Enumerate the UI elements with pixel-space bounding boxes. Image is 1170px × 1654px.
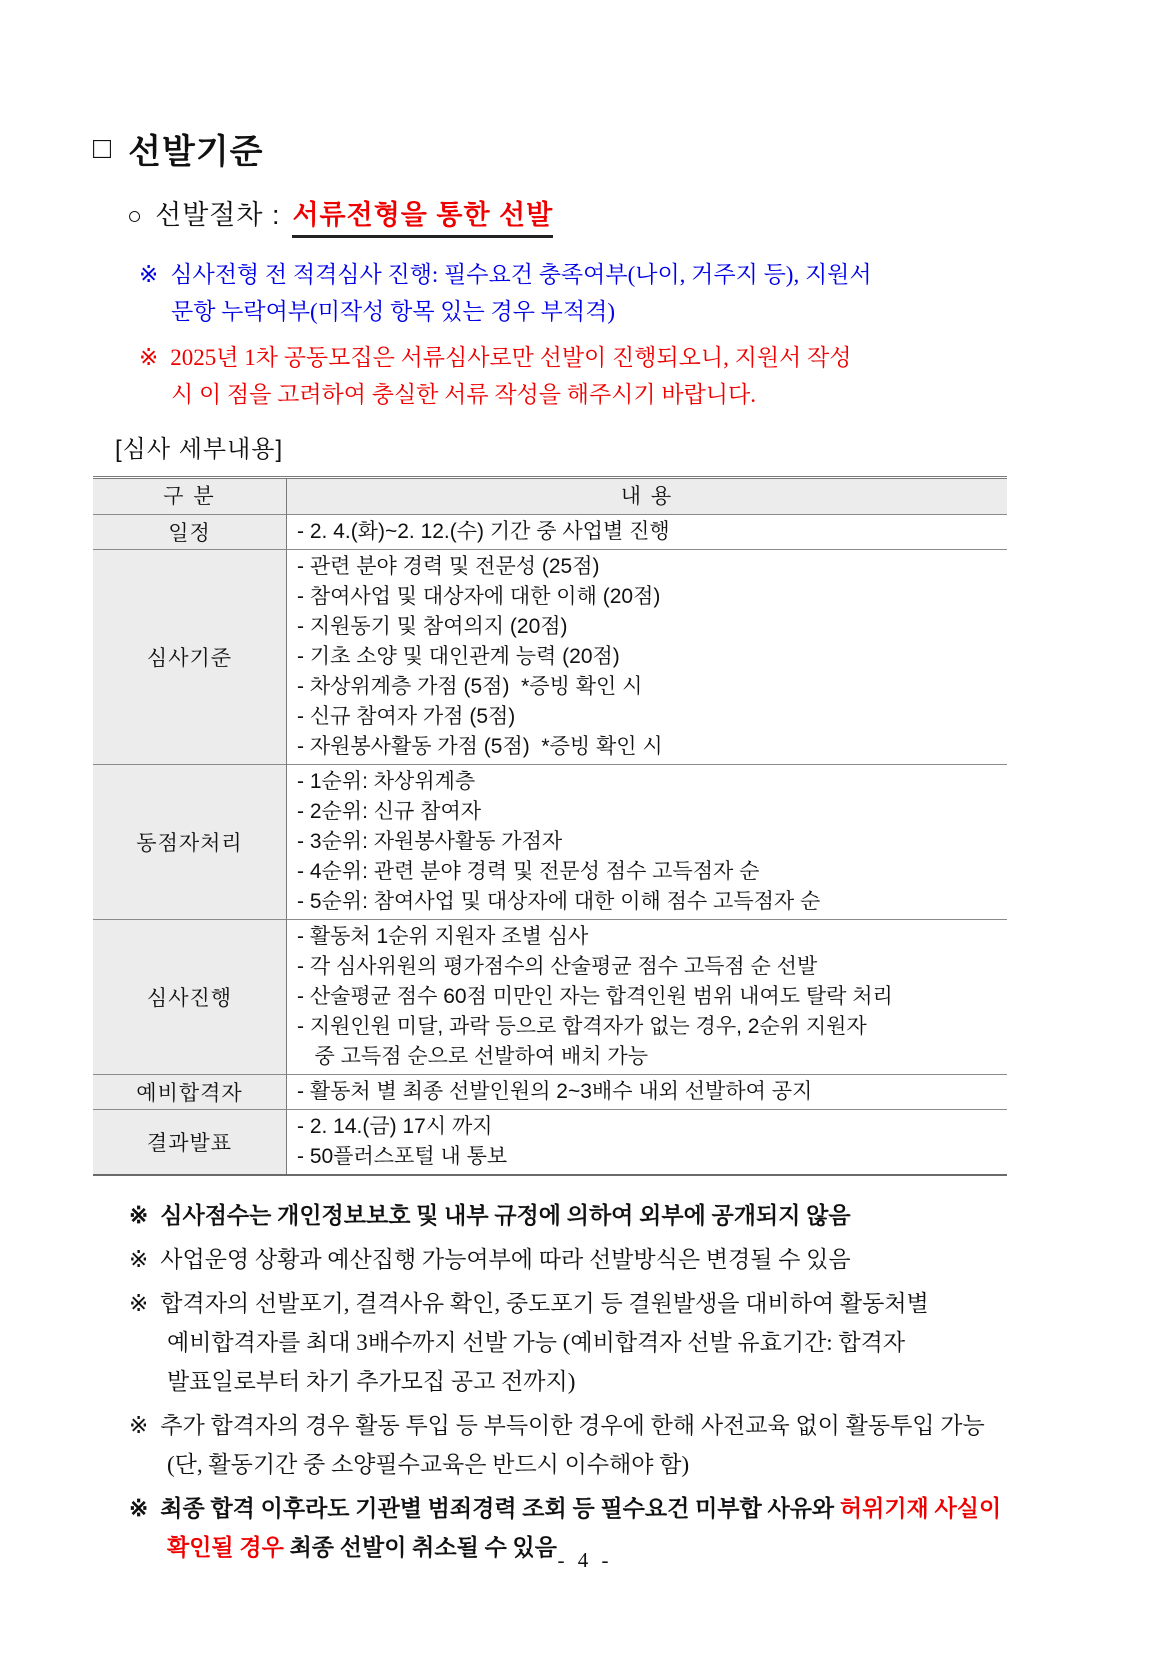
note-line <box>129 1323 1083 1362</box>
note-line <box>129 1284 1083 1323</box>
note-text: 예비합격자를 최대 3배수까지 선발 가능 (예비합격자 선발 유효기간: 합격자 <box>167 1330 906 1355</box>
square-bullet-icon: □ <box>93 131 113 165</box>
page-number: - 4 - <box>557 1548 613 1572</box>
note-line: ※ 심사전형 전 적격심사 진행: 필수요건 충족여부(나이, 거주지 등), 지원서 <box>139 262 872 287</box>
cell-line: - 50플러스포털 내 통보 <box>297 1145 508 1168</box>
cell-line: - 활동처 별 최종 선발인원의 2~3배수 내외 선발하여 공지 <box>297 1080 813 1103</box>
cell-line: - 5순위: 참여사업 및 대상자에 대한 이해 점수 고득점자 순 <box>297 890 821 913</box>
note-line <box>129 1489 1083 1528</box>
reference-mark-icon: ※ <box>129 1247 149 1272</box>
table-caption: [심사 세부내용] <box>115 436 284 463</box>
bottom-notes <box>129 1196 1083 1567</box>
reference-mark-icon: ※ <box>129 1291 149 1316</box>
cell-line: - 2. 4.(화)~2. 12.(수) 기간 중 사업별 진행 <box>297 520 670 543</box>
table-row <box>93 1075 1007 1110</box>
table-header-row <box>93 478 1007 515</box>
bottom-note <box>129 1406 1083 1484</box>
procedure-line <box>127 193 1083 238</box>
note-text: 확인될 경우 <box>167 1535 290 1560</box>
table-row <box>93 515 1007 550</box>
note-text: 합격자의 선발포기, 결격사유 확인, 중도포기 등 결원발생을 대비하여 활동처별 <box>160 1291 929 1316</box>
cell-line: - 활동처 1순위 지원자 조별 심사 <box>297 925 589 948</box>
cell-line: - 2순위: 신규 참여자 <box>297 800 482 823</box>
note-line <box>129 1445 1083 1484</box>
reference-mark-icon: ※ <box>129 1203 149 1228</box>
top-notes <box>139 256 1083 413</box>
top-note <box>139 256 1083 330</box>
bottom-note <box>129 1196 1083 1235</box>
document-page <box>93 124 1083 1567</box>
row-label: 결과발표 <box>93 1110 287 1176</box>
cell-line: - 신규 참여자 가점 (5점) <box>297 705 516 728</box>
note-line: 시 이 점을 고려하여 충실한 서류 작성을 해주시기 바랍니다. <box>171 382 756 407</box>
reference-mark-icon: ※ <box>139 262 159 287</box>
cell-line: - 차상위계층 가점 (5점) *증빙 확인 시 <box>297 675 643 698</box>
row-label: 일정 <box>93 515 287 550</box>
row-content <box>287 550 1008 765</box>
row-label: 심사진행 <box>93 920 287 1075</box>
cell-line: - 1순위: 차상위계층 <box>297 770 476 793</box>
circle-bullet-icon: ○ <box>127 202 144 230</box>
note-line: ※ 2025년 1차 공동모집은 서류심사로만 선발이 진행되오니, 지원서 작성 <box>139 345 852 370</box>
row-content <box>287 920 1008 1075</box>
section-title <box>93 124 1083 173</box>
cell-line: - 참여사업 및 대상자에 대한 이해 (20점) <box>297 585 661 608</box>
header-content: 내 용 <box>287 478 1008 515</box>
procedure-value: 서류전형을 통한 선발 <box>292 193 553 238</box>
table-row <box>93 765 1007 920</box>
note-text: (단, 활동기간 중 소양필수교육은 반드시 이수해야 함) <box>167 1452 690 1477</box>
cell-line: - 지원동기 및 참여의지 (20점) <box>297 615 568 638</box>
row-content <box>287 515 1008 550</box>
row-content <box>287 1110 1008 1176</box>
reference-mark-icon: ※ <box>129 1413 149 1438</box>
cell-line: - 자원봉사활동 가점 (5점) *증빙 확인 시 <box>297 735 663 758</box>
note-text: 허위기재 사실이 <box>839 1496 1002 1521</box>
row-label: 심사기준 <box>93 550 287 765</box>
top-note <box>139 339 1083 413</box>
note-line <box>129 1406 1083 1445</box>
header-category: 구 분 <box>93 478 287 515</box>
cell-line: - 3순위: 자원봉사활동 가점자 <box>297 830 563 853</box>
reference-mark-icon: ※ <box>139 345 159 370</box>
cell-line: - 4순위: 관련 분야 경력 및 전문성 점수 고득점자 순 <box>297 860 760 883</box>
cell-line: 중 고득점 순으로 선발하여 배치 가능 <box>297 1045 648 1068</box>
cell-line: - 기초 소양 및 대인관계 능력 (20점) <box>297 645 620 668</box>
table-row <box>93 920 1007 1075</box>
reference-mark-icon: ※ <box>129 1496 149 1521</box>
note-text: 최종 합격 이후라도 기관별 범죄경력 조회 등 필수요건 미부합 사유와 <box>160 1496 840 1521</box>
bottom-note <box>129 1284 1083 1401</box>
note-text: 최종 선발이 취소될 수 있음 <box>289 1535 557 1560</box>
section-title-text: 선발기준 <box>128 133 264 171</box>
criteria-table <box>93 476 1007 1176</box>
bottom-note <box>129 1240 1083 1279</box>
cell-line: - 2. 14.(금) 17시 까지 <box>297 1115 493 1138</box>
criteria-table-body <box>93 515 1007 1176</box>
cell-line: - 지원인원 미달, 과락 등으로 합격자가 없는 경우, 2순위 지원자 <box>297 1015 867 1038</box>
note-text: 심사점수는 개인정보보호 및 내부 규정에 의하여 외부에 공개되지 않음 <box>160 1203 851 1228</box>
row-content <box>287 1075 1008 1110</box>
table-row <box>93 550 1007 765</box>
note-text: 발표일로부터 차기 추가모집 공고 전까지) <box>167 1369 576 1394</box>
note-line <box>129 1362 1083 1401</box>
criteria-table-head <box>93 478 1007 515</box>
cell-line: - 산술평균 점수 60점 미만인 자는 합격인원 범위 내여도 탈락 처리 <box>297 985 893 1008</box>
cell-line: - 각 심사위원의 평가점수의 산술평균 점수 고득점 순 선발 <box>297 955 818 978</box>
note-line: 문항 누락여부(미작성 항목 있는 경우 부적격) <box>171 299 615 324</box>
cell-line: - 관련 분야 경력 및 전문성 (25점) <box>297 555 600 578</box>
row-content <box>287 765 1008 920</box>
table-row <box>93 1110 1007 1176</box>
note-text: 추가 합격자의 경우 활동 투입 등 부득이한 경우에 한해 사전교육 없이 활동투입 가능 <box>160 1413 985 1438</box>
procedure-label: 선발절차 : <box>155 200 281 230</box>
note-text: 사업운영 상황과 예산집행 가능여부에 따라 선발방식은 변경될 수 있음 <box>160 1247 851 1272</box>
note-line <box>129 1240 1083 1279</box>
row-label: 예비합격자 <box>93 1075 287 1110</box>
note-line <box>129 1196 1083 1235</box>
row-label: 동점자처리 <box>93 765 287 920</box>
